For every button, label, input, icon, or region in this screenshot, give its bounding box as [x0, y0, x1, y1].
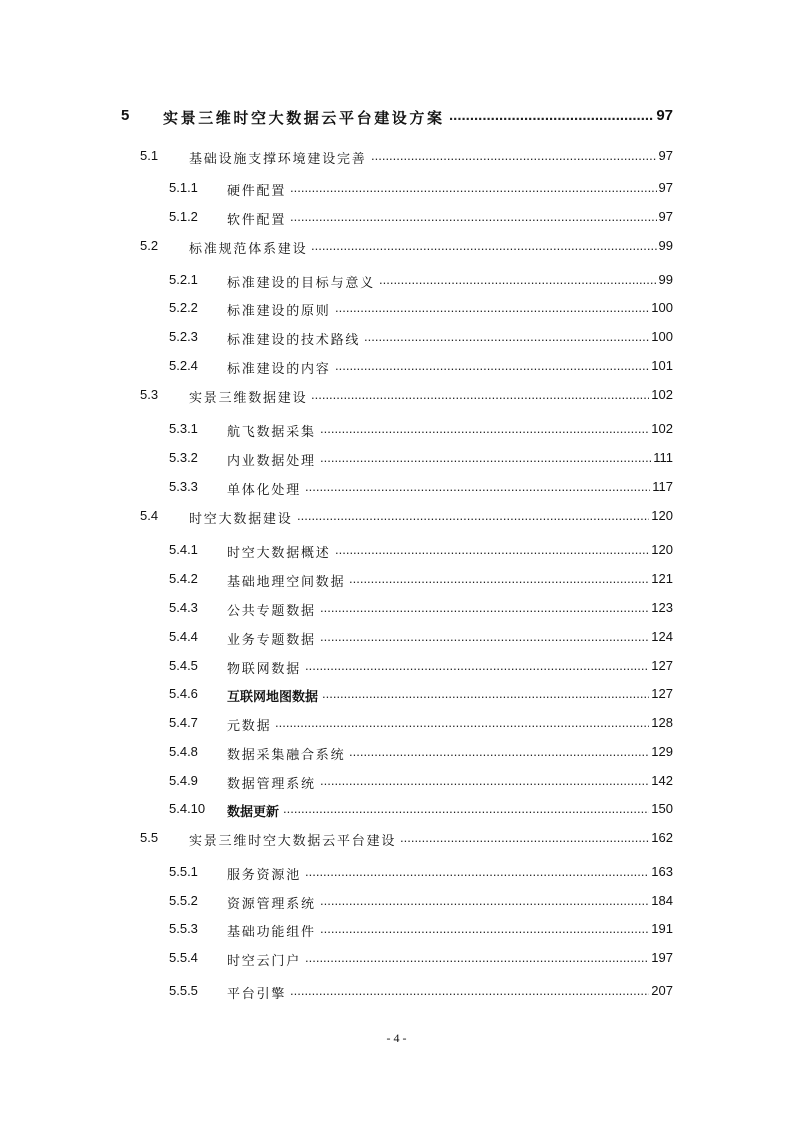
toc-entry-title: 标准建设的目标与意义 [227, 275, 376, 290]
toc-entry-number: 5.2.3 [169, 329, 198, 344]
toc-entry-title: 软件配置 [227, 212, 287, 227]
toc-leader-dots [290, 180, 657, 195]
toc-entry-number: 5.3 [140, 387, 159, 402]
toc-entry[interactable] [0, 148, 793, 168]
toc-leader-dots [311, 387, 649, 402]
toc-entry[interactable] [0, 238, 793, 258]
toc-entry-title: 时空大数据概述 [227, 545, 331, 560]
toc-leader-dots [320, 450, 651, 465]
toc-leader-dots [320, 893, 649, 908]
toc-entry-number: 5.4.9 [169, 773, 198, 788]
toc-entry-number: 5.4.2 [169, 571, 198, 586]
toc-entry-title: 单体化处理 [227, 482, 302, 497]
toc-leader-dots [320, 421, 649, 436]
toc-entry-page: 129 [651, 744, 673, 759]
toc-leader-dots [449, 107, 654, 124]
toc-entry[interactable] [0, 658, 793, 678]
toc-entry-page: 191 [651, 921, 673, 936]
toc-entry-number: 5.5 [140, 830, 159, 845]
page-number-footer: - 4 - [386, 1031, 407, 1045]
toc-leader-dots [320, 773, 649, 788]
toc-entry[interactable] [0, 180, 793, 200]
toc-entry-number: 5.2.2 [169, 300, 198, 315]
toc-entry-page: 184 [651, 893, 673, 908]
toc-entry-page: 197 [651, 950, 673, 965]
toc-entry[interactable] [0, 508, 793, 528]
toc-entry-page: 127 [651, 686, 673, 701]
toc-entry-title: 业务专题数据 [227, 632, 316, 647]
toc-entry-title: 硬件配置 [227, 183, 287, 198]
toc-entry-title: 标准建设的技术路线 [227, 332, 361, 347]
toc-entry-title: 时空大数据建设 [189, 511, 293, 526]
toc-leader-dots [290, 209, 657, 224]
toc-entry-page: 111 [653, 450, 673, 465]
toc-entry-title: 数据管理系统 [227, 776, 316, 791]
toc-leader-dots [379, 272, 657, 287]
toc-entry[interactable] [0, 450, 793, 470]
toc-leader-dots [305, 658, 649, 673]
toc-entry-page: 97 [658, 180, 673, 195]
toc-entry-title: 实景三维时空大数据云平台建设方案 [163, 110, 445, 127]
toc-leader-dots [305, 950, 649, 965]
toc-entry-number: 5.4 [140, 508, 159, 523]
toc-entry[interactable] [0, 715, 793, 735]
toc-entry[interactable] [0, 542, 793, 562]
toc-entry-number: 5.2.1 [169, 272, 198, 287]
toc-entry-page: 162 [651, 830, 673, 845]
toc-entry[interactable] [0, 209, 793, 229]
toc-entry[interactable] [0, 773, 793, 793]
toc-entry[interactable] [0, 600, 793, 620]
toc-leader-dots [290, 983, 649, 998]
toc-entry-number: 5.1.1 [169, 180, 198, 195]
toc-entry[interactable] [0, 479, 793, 499]
toc-entry-title: 数据更新 [227, 804, 280, 819]
toc-entry-number: 5.4.10 [169, 801, 206, 816]
toc-entry-title: 物联网数据 [227, 661, 302, 676]
toc-entry-page: 124 [651, 629, 673, 644]
toc-entry[interactable] [0, 107, 793, 129]
toc-entry-number: 5.2 [140, 238, 159, 253]
toc-leader-dots [320, 600, 649, 615]
toc-entry[interactable] [0, 983, 793, 1003]
toc-entry[interactable] [0, 571, 793, 591]
toc-leader-dots [349, 571, 649, 586]
toc-entry[interactable] [0, 629, 793, 649]
toc-leader-dots [305, 864, 649, 879]
toc-entry-number: 5.5.1 [169, 864, 198, 879]
toc-entry-page: 150 [651, 801, 673, 816]
toc-entry-number: 5.1.2 [169, 209, 198, 224]
toc-entry-title: 平台引擎 [227, 986, 287, 1001]
toc-entry[interactable] [0, 421, 793, 441]
toc-leader-dots [297, 508, 649, 523]
toc-entry-number: 5.5.3 [169, 921, 198, 936]
toc-entry-page: 121 [651, 571, 673, 586]
toc-leader-dots [364, 329, 649, 344]
toc-entry-page: 97 [658, 209, 673, 224]
toc-entry-page: 163 [651, 864, 673, 879]
toc-entry-number: 5.4.5 [169, 658, 198, 673]
toc-entry-page: 142 [651, 773, 673, 788]
toc-entry-page: 99 [658, 238, 673, 253]
toc-leader-dots [320, 921, 649, 936]
toc-entry[interactable] [0, 744, 793, 764]
toc-entry-page: 101 [651, 358, 673, 373]
toc-entry[interactable] [0, 387, 793, 407]
toc-entry[interactable] [0, 686, 793, 706]
toc-leader-dots [283, 801, 649, 816]
toc-leader-dots [305, 479, 650, 494]
toc-entry-title: 标准建设的原则 [227, 303, 331, 318]
toc-entry-title: 元数据 [227, 718, 272, 733]
toc-entry-number: 5.5.2 [169, 893, 198, 908]
toc-entry-page: 123 [651, 600, 673, 615]
toc-entry[interactable] [0, 801, 793, 821]
toc-entry-page: 120 [651, 542, 673, 557]
toc-leader-dots [349, 744, 649, 759]
toc-entry-title: 基础地理空间数据 [227, 574, 346, 589]
toc-entry-title: 时空云门户 [227, 953, 302, 968]
toc-entry-page: 97 [656, 107, 673, 124]
toc-entry-number: 5.3.1 [169, 421, 198, 436]
toc-leader-dots [320, 629, 649, 644]
toc-entry-page: 102 [651, 387, 673, 402]
toc-leader-dots [311, 238, 657, 253]
toc-entry[interactable] [0, 864, 793, 884]
toc-entry-page: 117 [652, 479, 673, 494]
toc-entry-number: 5 [121, 107, 130, 124]
toc-entry-page: 102 [651, 421, 673, 436]
toc-entry-title: 标准规范体系建设 [189, 241, 308, 256]
toc-entry-title: 服务资源池 [227, 867, 302, 882]
toc-entry-number: 5.3.2 [169, 450, 198, 465]
toc-entry[interactable] [0, 272, 793, 292]
toc-entry-title: 标准建设的内容 [227, 361, 331, 376]
toc-entry-number: 5.4.3 [169, 600, 198, 615]
toc-leader-dots [335, 542, 649, 557]
toc-entry-title: 实景三维时空大数据云平台建设 [189, 833, 397, 848]
toc-entry-number: 5.3.3 [169, 479, 198, 494]
toc-entry-title: 资源管理系统 [227, 896, 316, 911]
toc-entry-page: 120 [651, 508, 673, 523]
toc-entry-page: 127 [651, 658, 673, 673]
toc-entry-title: 实景三维数据建设 [189, 390, 308, 405]
toc-entry[interactable] [0, 950, 793, 970]
toc-entry-number: 5.4.8 [169, 744, 198, 759]
toc-entry-page: 207 [651, 983, 673, 998]
toc-entry-title: 航飞数据采集 [227, 424, 316, 439]
toc-entry-title: 基础功能组件 [227, 924, 316, 939]
toc-entry-number: 5.4.1 [169, 542, 198, 557]
toc-entry-title: 公共专题数据 [227, 603, 316, 618]
toc-leader-dots [400, 830, 649, 845]
toc-entry-page: 100 [651, 300, 673, 315]
toc-entry-page: 97 [658, 148, 673, 163]
toc-entry-number: 5.4.6 [169, 686, 198, 701]
toc-entry-number: 5.2.4 [169, 358, 198, 373]
toc-entry-title: 数据采集融合系统 [227, 747, 346, 762]
toc-leader-dots [322, 686, 649, 701]
toc-entry[interactable] [0, 329, 793, 349]
toc-entry[interactable] [0, 921, 793, 941]
toc-entry[interactable] [0, 358, 793, 378]
toc-entry[interactable] [0, 893, 793, 913]
toc-leader-dots [335, 300, 649, 315]
toc-entry-page: 100 [651, 329, 673, 344]
toc-entry-number: 5.1 [140, 148, 159, 163]
toc-entry[interactable] [0, 830, 793, 850]
toc-entry-number: 5.5.5 [169, 983, 198, 998]
toc-entry-page: 99 [658, 272, 673, 287]
toc-leader-dots [371, 148, 657, 163]
toc-entry-title: 互联网地图数据 [227, 689, 319, 704]
toc-entry-number: 5.4.4 [169, 629, 198, 644]
toc-entry-page: 128 [651, 715, 673, 730]
toc-entry-title: 基础设施支撑环境建设完善 [189, 151, 367, 166]
toc-entry-number: 5.5.4 [169, 950, 198, 965]
toc-leader-dots [275, 715, 649, 730]
toc-entry-number: 5.4.7 [169, 715, 198, 730]
toc-entry-title: 内业数据处理 [227, 453, 316, 468]
toc-entry[interactable] [0, 300, 793, 320]
toc-leader-dots [335, 358, 649, 373]
